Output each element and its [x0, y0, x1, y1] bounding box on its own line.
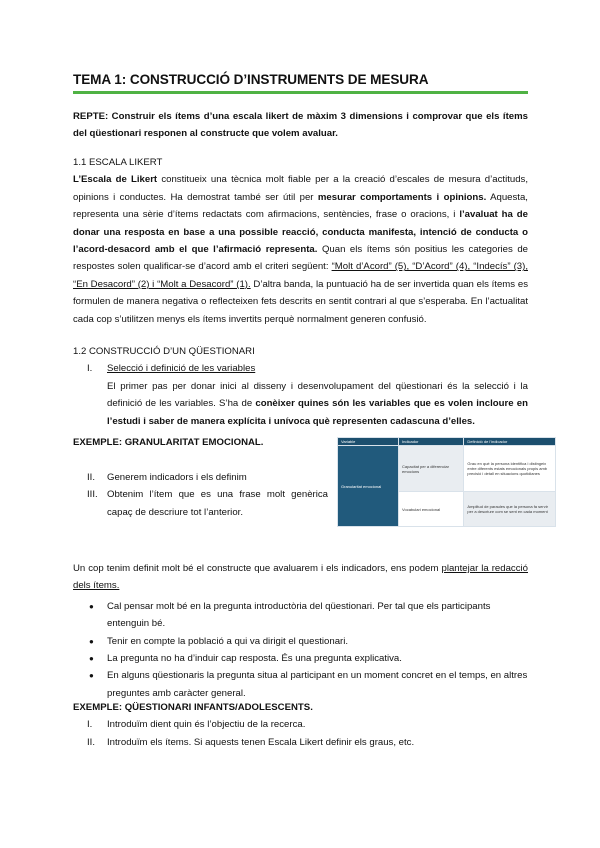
repte-label: REPTE: — [73, 111, 109, 122]
text-run: El primer pas per donar inici al disseny i desenvolupament del qüestionari és la selecció i la definició de les variables. S’ha de — [107, 380, 528, 410]
list-item — [73, 633, 528, 650]
list-item-title: Selecció i definició de les variables — [107, 363, 256, 375]
repte-text: Construir els ítems d’una escala likert de màxim 3 dimensions i comprovar que els ítems del qüestionari responen al constructe que volem avaluar. — [73, 111, 528, 140]
table-cell-variable: Granularitat emocional — [338, 446, 399, 527]
text-run: “Molt d’Acord” (5), “D’Acord” (4), “Indecís” (3), “En Desacord” (2) i “Molt a Desacord” (1). — [73, 261, 528, 290]
list-item — [73, 734, 528, 751]
bullet-icon: ● — [89, 601, 94, 611]
list-item — [73, 360, 528, 430]
exemple-granularitat-list — [73, 469, 328, 521]
exemple-infants — [73, 699, 528, 751]
table-cell: Vocabulari emocional — [399, 492, 464, 527]
page-title: TEMA 1: CONSTRUCCIÓ D’INSTRUMENTS DE MESURA — [73, 72, 429, 87]
table-header: Indicador — [399, 438, 464, 446]
list-number: II. — [87, 736, 95, 748]
repte-block — [73, 108, 528, 143]
text-run: L’Escala de Likert — [73, 174, 158, 186]
list-item-text: Introduïm els ítems. Si aquests tenen Escala Likert definir els graus, etc. — [107, 736, 415, 748]
list-item — [73, 486, 328, 521]
text-run: l’avaluat ha de donar una resposta en base a una possible reacció, conducta manifesta, intenció de conducta o l’acord-desacord amb el que l’afirmació representa. — [73, 209, 528, 256]
section-escala-likert — [73, 154, 528, 328]
exemple-granularitat — [73, 434, 313, 451]
text-run: D’altra banda, la puntuació ha de ser invertida quan els ítems es formulen de manera negativa o reflecteixen fets descrits en sentit contrari al que s’esperaba. En l’actualitat cada cop s’utilitzen menys els ítems invertits perquè normalment generen confusió. — [73, 278, 528, 325]
section-construccio — [73, 343, 528, 430]
list-item — [73, 650, 528, 667]
table-cell: Amplitud de paraules que la persona fa servir per a descriure com se sent en cada moment — [464, 492, 556, 527]
section-redaccio — [73, 560, 528, 702]
list-item-text: Obtenim l’ítem que es una frase molt genèrica capaç de descriure tot l’anterior. — [107, 489, 328, 518]
list-item — [73, 667, 528, 702]
text-run: Aquesta, representa una sèrie d’ítems redactats com afirmacions, sentències, frase o oracions, i — [73, 191, 528, 221]
bullet-icon: ● — [89, 636, 94, 646]
text-run: Un cop tenim definit molt bé el constructe que avaluarem i els indicadors, ens podem — [73, 563, 442, 574]
text-run: conèixer quines són les variables que es volen incloure en l’estudi i saber de manera explícita i unívoca què representen cadascuna d’elles. — [107, 398, 528, 427]
list-item-body — [107, 378, 528, 430]
likert-paragraph — [73, 171, 528, 328]
list-item — [73, 469, 328, 486]
section-heading: 1.1 ESCALA LIKERT — [73, 157, 163, 168]
table-header: Variable — [338, 438, 399, 446]
list-number: II. — [87, 472, 95, 483]
list-number: III. — [87, 489, 98, 501]
table-header-row — [338, 438, 556, 446]
bullet-icon: ● — [89, 671, 94, 681]
list-number: I. — [87, 719, 93, 731]
text-run: plantejar la redacció dels ítems. — [73, 563, 528, 592]
text-run: mesurar comportaments i opinions. — [317, 191, 487, 203]
title-underline — [73, 91, 528, 94]
bullet-icon: ● — [89, 654, 94, 664]
list-item-text: En alguns qüestionaris la pregunta situa al participant en un moment concret en el temps, en altres preguntes amb caràcter general. — [107, 670, 528, 699]
table-header: Definició de l'indicador — [464, 438, 556, 446]
list-item — [73, 598, 528, 633]
table-cell: Capacitat per a diferenciar emocions — [399, 446, 464, 492]
example-heading: EXEMPLE: QÜESTIONARI INFANTS/ADOLESCENTS. — [73, 702, 313, 713]
list-item-text: La pregunta no ha d’induir cap resposta. És una pregunta explicativa. — [107, 653, 402, 665]
bullet-list — [73, 598, 528, 702]
list-number: I. — [87, 363, 93, 375]
list-item-text: Introduïm dient quin és l’objectiu de la recerca. — [107, 719, 306, 731]
table-cell: Grau en què la persona identifica i distingeix entre diferents estats emocionals propis amb precisió i detall en situacions quotidianes — [464, 446, 556, 492]
redaccio-paragraph — [73, 560, 528, 595]
text-run: constitueix una tècnica molt fiable per a la creació d’escales de mesura d’actituds, opinions i conductes. Ha demostrat també ser útil per — [73, 174, 529, 203]
table-row — [338, 446, 556, 492]
indicators-table — [337, 437, 556, 527]
text-run: Quan els ítems són positius les categories de respostes solen qualificar-se d’acord amb el criteri següent: — [73, 244, 528, 273]
list-item — [73, 716, 528, 733]
list-item-text: Generem indicadors i els definim — [107, 472, 247, 483]
example-heading: EXEMPLE: GRANULARITAT EMOCIONAL. — [73, 437, 264, 448]
list-item-text: Tenir en compte la població a qui va dirigit el questionari. — [107, 635, 349, 647]
section-heading: 1.2 CONSTRUCCIÓ D’UN QÜESTIONARI — [73, 346, 255, 357]
list-item-text: Cal pensar molt bé en la pregunta introductòria del qüestionari. Per tal que els participants entenguin bé. — [107, 600, 491, 630]
